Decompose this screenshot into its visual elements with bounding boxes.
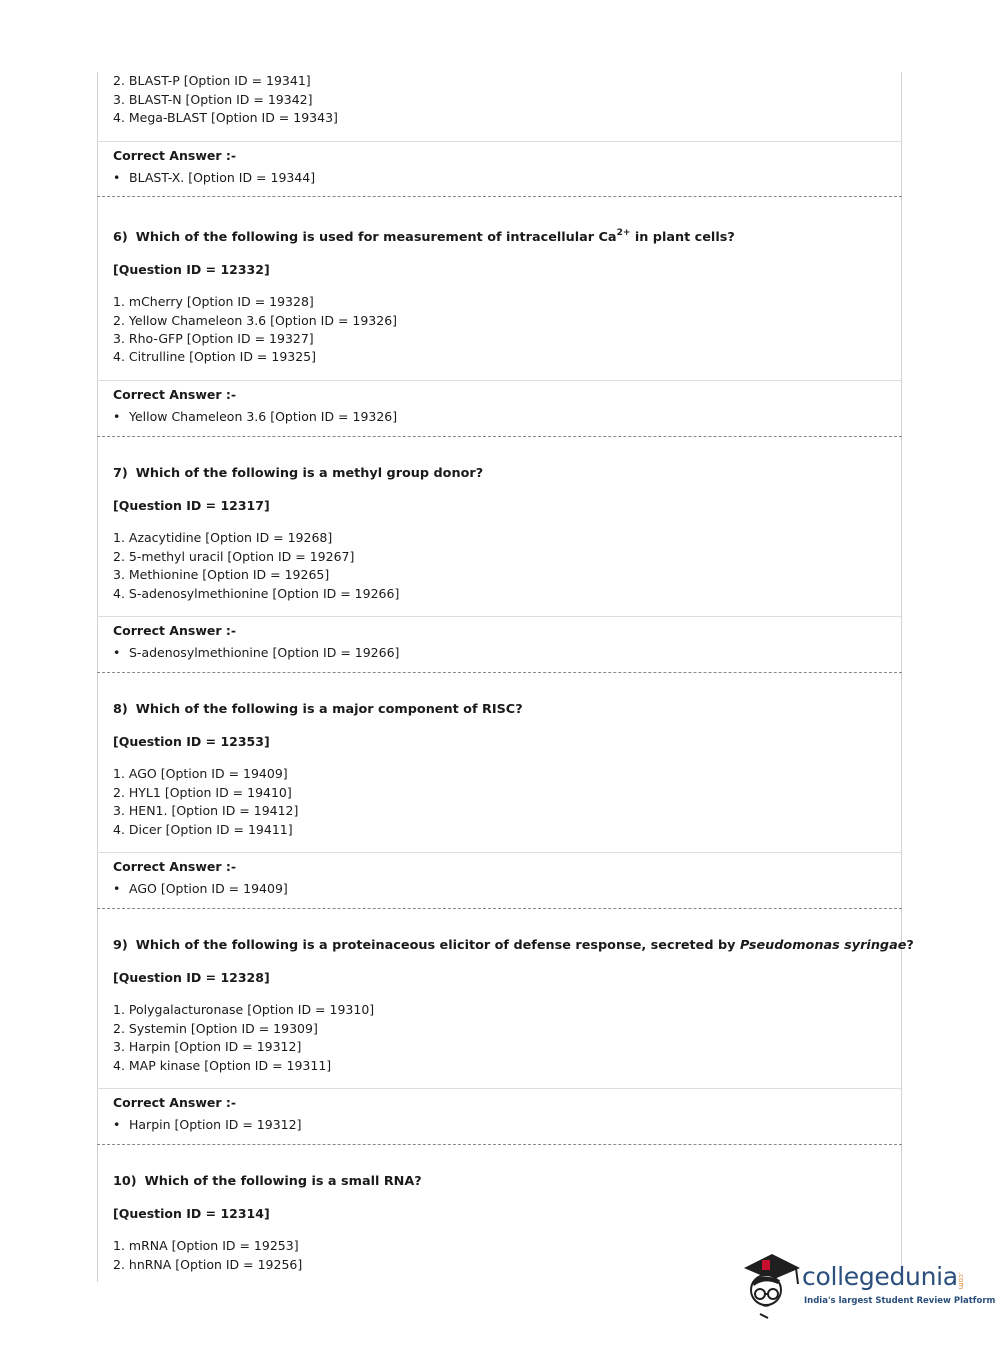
question-separator	[97, 1144, 902, 1145]
question-number: 10)	[113, 1174, 137, 1189]
species-name: Pseudomonas syringae	[739, 938, 907, 953]
question-text-part: Which of the following is used for measurement of intracellular Ca	[135, 230, 617, 245]
question-separator	[97, 436, 902, 437]
option-item: 1. Polygalacturonase [Option ID = 19310]	[113, 1002, 375, 1017]
logo-suffix: .com	[957, 1272, 965, 1290]
option-item: 1. AGO [Option ID = 19409]	[113, 766, 288, 781]
option-item: 3. Harpin [Option ID = 19312]	[113, 1039, 302, 1054]
divider	[97, 852, 902, 853]
question-id: [Question ID = 12317]	[113, 498, 270, 513]
option-item: 3. BLAST-N [Option ID = 19342]	[113, 92, 313, 107]
question-number: 7)	[113, 466, 128, 481]
question-id: [Question ID = 12314]	[113, 1206, 270, 1221]
correct-answer-label: Correct Answer :-	[113, 387, 237, 402]
question-number: 8)	[113, 702, 128, 717]
question-text-part: Which of the following is a major component of RISC?	[135, 702, 523, 717]
divider	[97, 616, 902, 617]
question-text	[113, 702, 523, 718]
logo-wordmark: collegedunia	[802, 1262, 958, 1291]
option-item: 2. Yellow Chameleon 3.6 [Option ID = 19326]	[113, 313, 398, 328]
correct-answer-label: Correct Answer :-	[113, 1095, 237, 1110]
option-item: 2. 5-methyl uracil [Option ID = 19267]	[113, 549, 355, 564]
question-id: [Question ID = 12328]	[113, 970, 270, 985]
option-item: 4. Mega-BLAST [Option ID = 19343]	[113, 110, 338, 125]
question-id: [Question ID = 12353]	[113, 734, 270, 749]
correct-answer-label: Correct Answer :-	[113, 148, 237, 163]
option-item: 3. HEN1. [Option ID = 19412]	[113, 803, 299, 818]
question-text-part: Which of the following is a methyl group donor?	[135, 466, 484, 481]
option-item: 1. mRNA [Option ID = 19253]	[113, 1238, 299, 1253]
superscript: 2+	[616, 228, 631, 238]
correct-answer: • Harpin [Option ID = 19312]	[113, 1117, 301, 1133]
divider	[97, 1088, 902, 1089]
question-text	[113, 466, 483, 482]
question-separator	[97, 196, 902, 197]
correct-answer: • S-adenosylmethionine [Option ID = 19266]	[113, 645, 399, 661]
question-separator	[97, 672, 902, 673]
question-text-part: ?	[906, 938, 914, 953]
question-separator	[97, 908, 902, 909]
option-item: 3. Methionine [Option ID = 19265]	[113, 567, 330, 582]
question-text	[113, 938, 914, 954]
question-text-part: Which of the following is a small RNA?	[144, 1174, 422, 1189]
option-item: 2. HYL1 [Option ID = 19410]	[113, 785, 292, 800]
question-text	[113, 230, 735, 246]
question-text-part: in plant cells?	[630, 230, 735, 245]
question-id: [Question ID = 12332]	[113, 262, 270, 277]
divider	[97, 141, 902, 142]
option-item: 2. BLAST-P [Option ID = 19341]	[113, 73, 311, 88]
correct-answer: • AGO [Option ID = 19409]	[113, 881, 288, 897]
option-item: 2. Systemin [Option ID = 19309]	[113, 1021, 318, 1036]
correct-answer: • BLAST-X. [Option ID = 19344]	[113, 170, 315, 186]
option-item: 4. Dicer [Option ID = 19411]	[113, 822, 293, 837]
option-item: 1. Azacytidine [Option ID = 19268]	[113, 530, 333, 545]
option-item: 3. Rho-GFP [Option ID = 19327]	[113, 331, 314, 346]
question-number: 9)	[113, 938, 128, 953]
correct-answer-label: Correct Answer :-	[113, 859, 237, 874]
correct-answer-label: Correct Answer :-	[113, 623, 237, 638]
logo-tagline: India's largest Student Review Platform	[804, 1296, 996, 1306]
option-item: 4. Citrulline [Option ID = 19325]	[113, 349, 317, 364]
divider	[97, 380, 902, 381]
question-text-part: Which of the following is a proteinaceous elicitor of defense response, secreted by	[135, 938, 740, 953]
option-item: 1. mCherry [Option ID = 19328]	[113, 294, 314, 309]
option-item: 4. MAP kinase [Option ID = 19311]	[113, 1058, 332, 1073]
question-text	[113, 1174, 422, 1190]
question-number: 6)	[113, 230, 128, 245]
option-item: 4. S-adenosylmethionine [Option ID = 19266]	[113, 586, 400, 601]
correct-answer: • Yellow Chameleon 3.6 [Option ID = 19326]	[113, 409, 397, 425]
option-item: 2. hnRNA [Option ID = 19256]	[113, 1257, 303, 1272]
